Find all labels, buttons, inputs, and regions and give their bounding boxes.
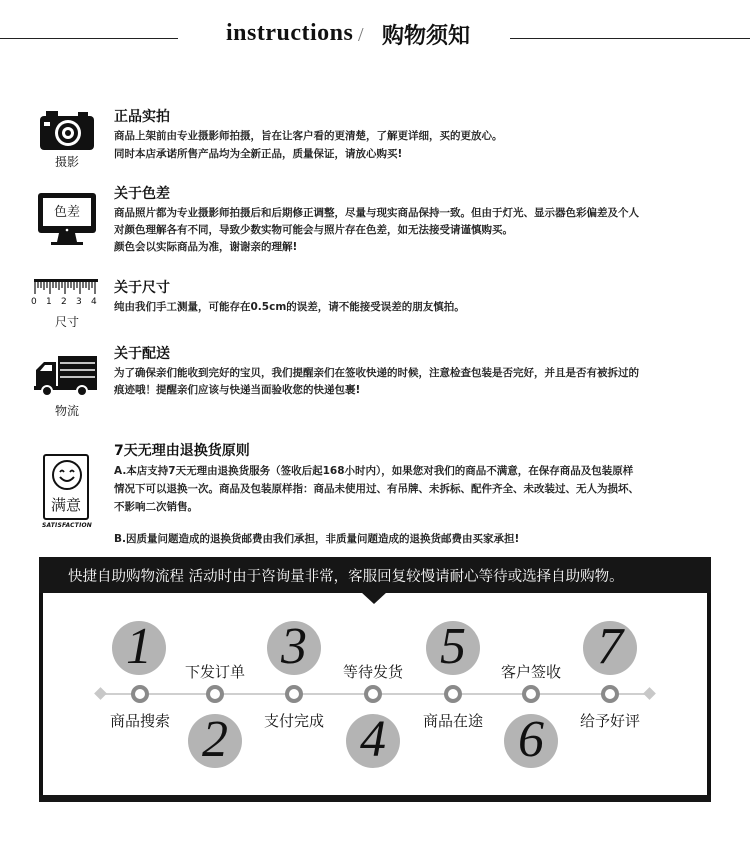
- step-number-6: 6: [504, 714, 558, 768]
- ruler-number: 3: [76, 297, 82, 307]
- section-text: 同时本店承诺所售产品均为全新正品，质量保证，请放心购买!: [114, 148, 403, 160]
- step-node-7: [601, 685, 619, 703]
- flow-bottom-bar: [39, 795, 711, 802]
- step-node-4: [364, 685, 382, 703]
- section-text: 对颜色理解各有不同，导致少数实物可能会与照片存在色差，如无法接受请谨慎购买。: [114, 224, 513, 236]
- ruler-number: 1: [46, 297, 52, 307]
- step-number-2: 2: [188, 714, 242, 768]
- step-number-1: 1: [112, 621, 166, 675]
- flow-banner-notch: [361, 592, 387, 604]
- step-node-6: [522, 685, 540, 703]
- section-title-return: 7天无理由退换货原则: [114, 443, 250, 459]
- step-label-7: 给予好评: [579, 712, 640, 730]
- section-text: A.本店支持7天无理由退换货服务（签收后起168小时内），如果您对我们的商品不满意，在保存商品及包装原样: [114, 465, 634, 477]
- header-separator: /: [358, 24, 364, 46]
- photo-caption: 摄影: [54, 155, 79, 169]
- size-caption: 尺寸: [54, 315, 79, 329]
- step-number-3: 3: [267, 621, 321, 675]
- section-text: 颜色会以实际商品为准，谢谢亲的理解!: [114, 241, 298, 253]
- badge-subtext: SATISFACTION: [41, 522, 93, 529]
- header-title-cn: 购物须知: [382, 24, 471, 49]
- ruler-number: 2: [61, 297, 67, 307]
- step-number-4: 4: [346, 714, 400, 768]
- section-text: 商品照片都为专业摄影师拍摄后和后期修正调整，尽量与现实商品保持一致。但由于灯光、显示器色彩偏差及个人: [114, 207, 639, 219]
- section-title-color: 关于色差: [114, 186, 170, 202]
- section-text: 不影响二次销售。: [114, 501, 198, 513]
- flow-banner-text: 快捷自助购物流程 活动时由于咨询量非常，客服回复较慢请耐心等待或选择自助购物。: [68, 569, 624, 585]
- step-label-1: 商品搜索: [109, 712, 170, 730]
- ruler-number: 0: [31, 297, 37, 307]
- step-number-5: 5: [426, 621, 480, 675]
- section-text: 商品上架前由专业摄影师拍摄，旨在让客户看的更清楚，了解更详细，买的更放心。: [114, 130, 503, 142]
- step-label-2: 下发订单: [184, 663, 245, 681]
- header-divider-right: [510, 38, 750, 39]
- badge-text: 满意: [50, 496, 81, 514]
- step-node-3: [285, 685, 303, 703]
- header-divider-left: [0, 38, 178, 39]
- section-text: 为了确保亲们能收到完好的宝贝，我们提醒亲们在签收快递的时候，注意检查包装是否完好，并且是否有被拆过的: [114, 367, 639, 379]
- smiley-icon: [51, 459, 83, 491]
- step-label-3: 支付完成: [263, 712, 324, 730]
- step-node-1: [131, 685, 149, 703]
- section-title-size: 关于尺寸: [114, 280, 170, 296]
- step-label-6: 客户签收: [500, 663, 561, 681]
- step-node-2: [206, 685, 224, 703]
- step-node-5: [444, 685, 462, 703]
- monitor-screen-text: 色差: [53, 205, 80, 220]
- step-label-4: 等待发货: [342, 663, 403, 681]
- section-title-delivery: 关于配送: [114, 346, 170, 362]
- ruler-number: 4: [91, 297, 97, 307]
- step-number-7: 7: [583, 621, 637, 675]
- satisfaction-badge: [43, 454, 89, 520]
- section-text: 痕迹哦！提醒亲们应该与快递当面验收您的快递包裹!: [114, 384, 361, 396]
- section-text: 纯由我们手工测量，可能存在0.5cm的误差，请不能接受误差的朋友慎拍。: [114, 301, 465, 313]
- camera-icon: [38, 110, 96, 152]
- logistics-caption: 物流: [54, 404, 79, 418]
- ruler-icon: [33, 278, 99, 298]
- section-text: 情况下可以退换一次。商品及包装原样指：商品未使用过、有吊牌、未拆标、配件齐全、未改装过、无人为损坏、: [114, 483, 639, 495]
- truck-icon: [34, 356, 98, 398]
- section-title-authentic: 正品实拍: [114, 109, 170, 125]
- section-text: B.因质量问题造成的退换货邮费由我们承担，非质量问题造成的退换货邮费由买家承担!: [114, 533, 520, 545]
- header-title-en: instructions: [226, 20, 354, 46]
- step-label-5: 商品在途: [422, 712, 483, 730]
